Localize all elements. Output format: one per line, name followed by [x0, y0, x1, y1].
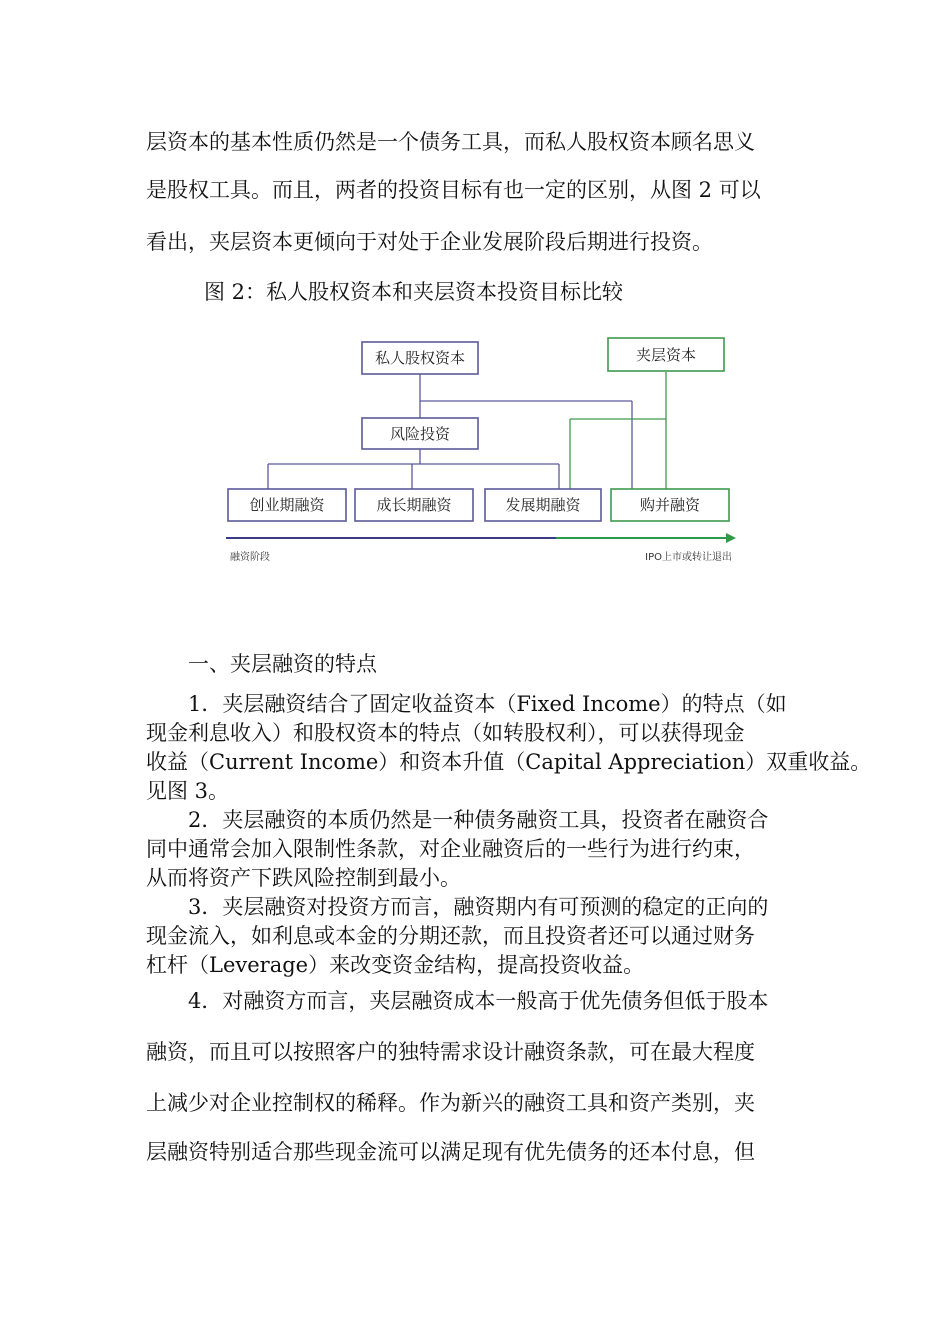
item-line: 融资，而且可以按照客户的独特需求设计融资条款，可在最大程度 [146, 1040, 755, 1064]
item-line: 同中通常会加入限制性条款，对企业融资后的一些行为进行约束， [146, 837, 755, 861]
item-line: 现金利息收入）和股权资本的特点（如转股权利），可以获得现金 [146, 721, 745, 745]
item-line: 2．夹层融资的本质仍然是一种债务融资工具，投资者在融资合 [188, 808, 769, 832]
arrow-head-icon [726, 533, 736, 543]
label-venture: 风险投资 [389, 425, 451, 443]
paragraph-line: 是股权工具。而且，两者的投资目标有也一定的区别，从图 2 可以 [146, 178, 761, 202]
axis-label-left: 融资阶段 [230, 552, 270, 563]
paragraph-line: 看出，夹层资本更倾向于对处于企业发展阶段后期进行投资。 [146, 230, 713, 254]
axis-label-right: IPO上市或转让退出 [645, 552, 732, 563]
item-line: 层融资特别适合那些现金流可以满足现有优先债务的还本付息，但 [146, 1140, 755, 1164]
item-line: 4．对融资方而言，夹层融资成本一般高于优先债务但低于股本 [188, 989, 769, 1013]
item-line: 现金流入，如利息或本金的分期还款，而且投资者还可以通过财务 [146, 924, 755, 948]
item-line: 3．夹层融资对投资方而言，融资期内有可预测的稳定的正向的 [188, 895, 769, 919]
green-connectors [570, 372, 666, 489]
item-line: 1．夹层融资结合了固定收益资本（Fixed Income）的特点（如 [188, 692, 787, 716]
item-line: 杠杆（Leverage）来改变资金结构，提高投资收益。 [146, 953, 645, 977]
label-growth: 成长期融资 [376, 496, 452, 514]
label-mezzanine: 夹层资本 [635, 346, 697, 364]
paragraph-line: 层资本的基本性质仍然是一个债务工具，而私人股权资本顾名思义 [146, 130, 755, 154]
item-line: 收益（Current Income）和资本升值（Capital Appreciation）双重收益。 [146, 750, 872, 774]
label-private-equity: 私人股权资本 [374, 349, 466, 367]
item-line: 上减少对企业控制权的稀释。作为新兴的融资工具和资产类别，夹 [146, 1091, 755, 1115]
label-mna: 购并融资 [639, 496, 701, 514]
item-line: 从而将资产下跌风险控制到最小。 [146, 866, 461, 890]
label-development: 发展期融资 [505, 496, 581, 514]
item-line: 见图 3。 [146, 779, 230, 803]
diagram-svg [222, 332, 742, 572]
section-heading: 一、夹层融资的特点 [188, 652, 377, 676]
figure-caption: 图 2：私人股权资本和夹层资本投资目标比较 [204, 280, 624, 304]
figure-diagram [222, 332, 742, 572]
label-startup: 创业期融资 [249, 496, 325, 514]
